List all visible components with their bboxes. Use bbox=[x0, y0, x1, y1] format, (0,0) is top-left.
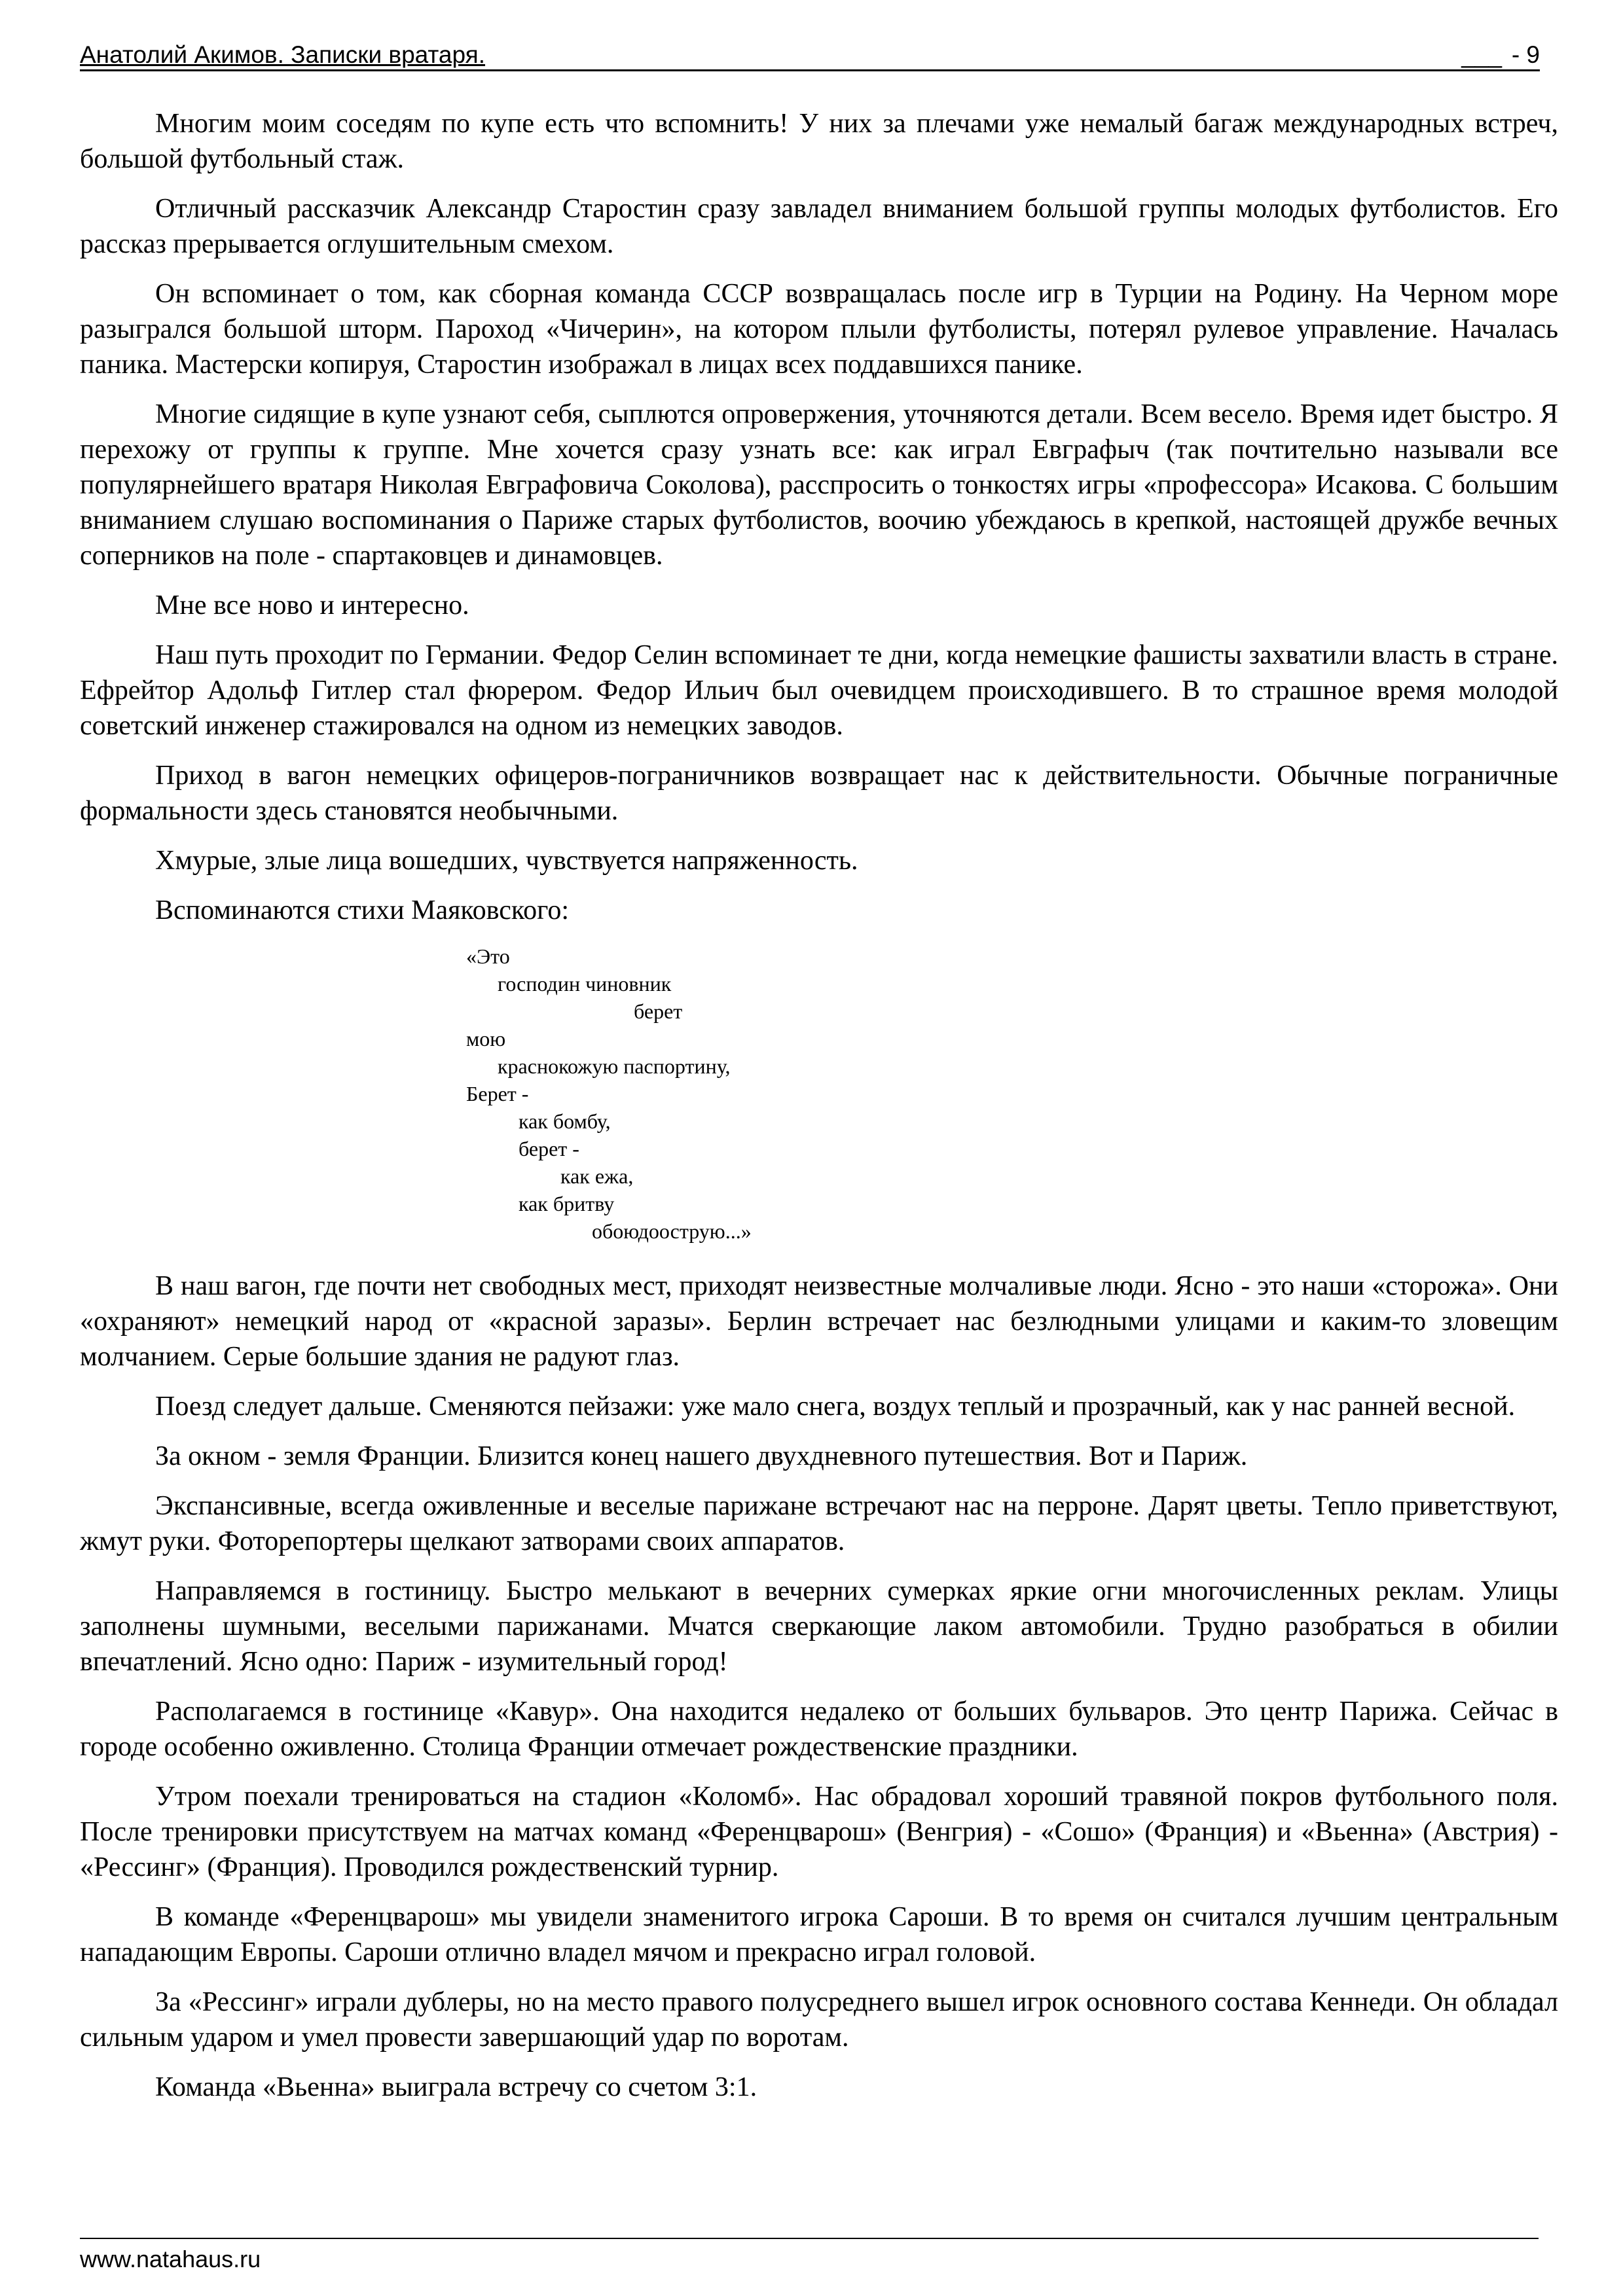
poem-line: господин чиновник bbox=[466, 972, 672, 996]
paragraph: В команде «Ференцварош» мы увидели знаменитого игрока Сароши. В то время он считался лучшим центральным нападающим Европы. Сароши отлично владел мячом и прекрасно играл головой. bbox=[80, 1902, 1558, 1967]
poem-line: берет - bbox=[466, 1137, 579, 1160]
paragraph: Экспансивные, всегда оживленные и веселые парижане встречают нас на перроне. Дарят цветы. Тепло приветствуют, жмут руки. Фоторепортеры щелкают затворами своих аппаратов. bbox=[80, 1491, 1558, 1556]
poem-line: как бритву bbox=[466, 1192, 615, 1215]
poem-line: мою bbox=[466, 1027, 506, 1050]
poem-line: краснокожую паспортину, bbox=[466, 1054, 731, 1078]
paragraph: Вспоминаются стихи Маяковского: bbox=[155, 895, 570, 925]
paragraph: В наш вагон, где почти нет свободных мест, приходят неизвестные молчаливые люди. Ясно - это наши «сторожа». Они «охраняют» немецкий народ от «красной заразы». Берлин встречает нас безлюдными улицами и каким-то зловещим молчанием. Серые большие здания не радуют глаз. bbox=[80, 1271, 1558, 1372]
header-dash: ___ bbox=[1461, 41, 1502, 68]
poem-line: обоюдоострую...» bbox=[466, 1219, 752, 1243]
poem-quote bbox=[466, 942, 1558, 1245]
paragraph: Хмурые, злые лица вошедших, чувствуется напряженность. bbox=[155, 846, 858, 876]
page-header bbox=[80, 41, 1540, 71]
paragraph: Утром поехали тренироваться на стадион «Коломб». Нас обрадовал хороший травяной покров футбольного поля. После тренировки присутствуем на матчах команд «Ференцварош» (Венгрия) - «Сошо» (Франция) и «Вьенна» (Австрия) - «Рессинг» (Франция). Проводился рождественский турнир. bbox=[80, 1782, 1558, 1882]
footer-divider bbox=[80, 2238, 1539, 2239]
paragraph: Команда «Вьенна» выиграла встречу со счетом 3:1. bbox=[155, 2072, 757, 2102]
poem-line: как бомбу, bbox=[466, 1109, 611, 1133]
paragraph: Отличный рассказчик Александр Старостин сразу завладел вниманием большой группы молодых футболистов. Его рассказ прерывается оглушительным смехом. bbox=[80, 194, 1558, 259]
paragraph: Располагаемся в гостинице «Кавур». Она находится недалеко от больших бульваров. Это центр Парижа. Сейчас в городе особенно оживленно. Столица Франции отмечает рождественские праздники. bbox=[80, 1696, 1558, 1762]
paragraph: Многие сидящие в купе узнают себя, сыплются опровержения, уточняются детали. Всем весело. Время идет быстро. Я перехожу от группы к группе. Мне хочется сразу узнать все: как играл Евграфыч (так почтительно называли все популярнейшего вратаря Николая Евграфовича Соколова), расспросить о тонкостях игры «профессора» Исакова. С большим вниманием слушаю воспоминания о Париже старых футболистов, воочию убеждаюсь в крепкой, настоящей дружбе вечных соперников на поле - спартаковцев и динамовцев. bbox=[80, 399, 1558, 571]
body-text bbox=[80, 106, 1558, 2119]
poem-line: Берет - bbox=[466, 1082, 529, 1105]
paragraph: Поезд следует дальше. Сменяются пейзажи: уже мало снега, воздух теплый и прозрачный, как у нас ранней весной. bbox=[155, 1391, 1516, 1422]
paragraph: Многим моим соседям по купе есть что вспомнить! У них за плечами уже немалый багаж международных встреч, большой футбольный стаж. bbox=[80, 109, 1558, 174]
paragraph: Направляемся в гостиницу. Быстро мелькают в вечерних сумерках яркие огни многочисленных реклам. Улицы заполнены шумными, веселыми парижанами. Мчатся сверкающие лаком автомобили. Трудно разобраться в обилии впечатлений. Ясно одно: Париж - изумительный город! bbox=[80, 1576, 1558, 1677]
footer-url[interactable]: www.natahaus.ru bbox=[80, 2246, 261, 2272]
book-title: Анатолий Акимов. Записки вратаря. bbox=[80, 41, 485, 68]
paragraph: За окном - земля Франции. Близится конец нашего двухдневного путешествия. Вот и Париж. bbox=[155, 1441, 1248, 1471]
poem-line: «Это bbox=[466, 944, 510, 968]
paragraph: Мне все ново и интересно. bbox=[155, 590, 469, 620]
paragraph: За «Рессинг» играли дублеры, но на место правого полусреднего вышел игрок основного состава Кеннеди. Он обладал сильным ударом и умел провести завершающий удар по воротам. bbox=[80, 1987, 1558, 2053]
paragraph: Приход в вагон немецких офицеров-пограничников возвращает нас к действительности. Обычные пограничные формальности здесь становятся необычными. bbox=[80, 761, 1558, 826]
paragraph: Наш путь проходит по Германии. Федор Селин вспоминает те дни, когда немецкие фашисты захватили власть в стране. Ефрейтор Адольф Гитлер стал фюрером. Федор Ильич был очевидцем происходившего. В то страшное время молодой советский инженер стажировался на одном из немецких заводов. bbox=[80, 640, 1558, 741]
poem-line: берет bbox=[466, 999, 683, 1023]
page-number: - 9 bbox=[1511, 41, 1540, 68]
poem-line: как ежа, bbox=[466, 1164, 634, 1188]
paragraph: Он вспоминает о том, как сборная команда СССР возвращалась после игр в Турции на Родину. На Черном море разыгрался большой шторм. Пароход «Чичерин», на котором плыли футболисты, потерял рулевое управление. Началась паника. Мастерски копируя, Старостин изображал в лицах всех поддавшихся панике. bbox=[80, 279, 1558, 380]
